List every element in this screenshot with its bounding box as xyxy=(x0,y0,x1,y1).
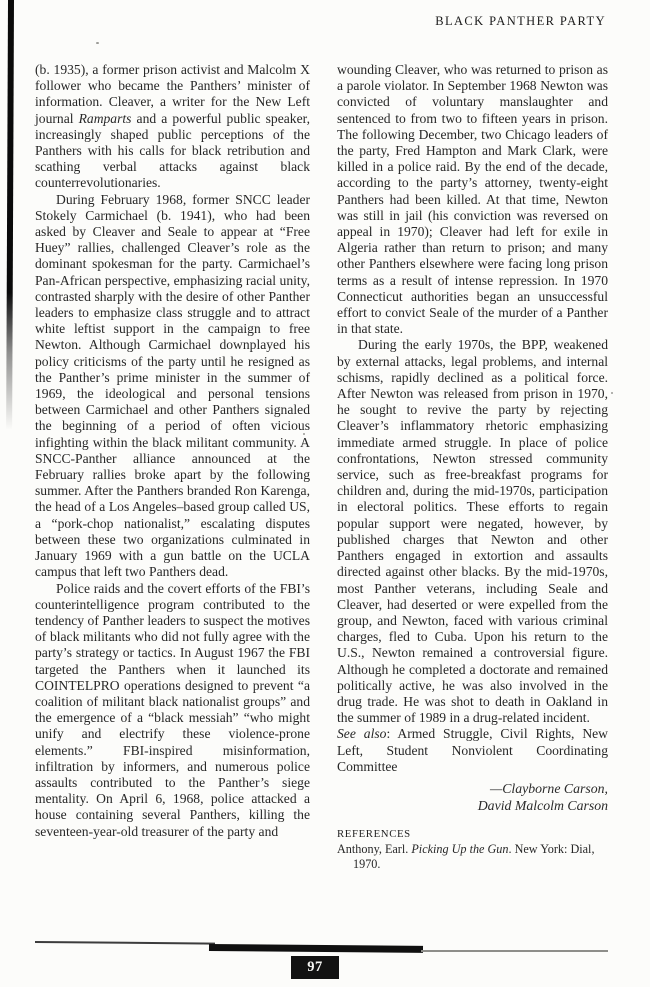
footer-rule-middle xyxy=(209,944,423,953)
right-column xyxy=(337,62,608,872)
byline xyxy=(337,780,608,815)
see-also-label: See also xyxy=(337,726,387,742)
footer-rule-left xyxy=(35,941,215,945)
see-also-text: : Armed Struggle, Civil Rights, New Left, Student Nonviolent Coordinating Committee xyxy=(337,726,608,774)
reference-text: Anthony, Earl. xyxy=(337,842,412,857)
running-header: BLACK PANTHER PARTY xyxy=(435,14,606,28)
left-column xyxy=(35,62,310,840)
page-number: 97 xyxy=(307,959,323,975)
footer-rule-right xyxy=(421,950,608,952)
paragraph-bpp-decline: During the early 1970s, the BPP, weakened by external attacks, legal problems, and internal schisms, rapidly declined as a political force. After Newton was released from prison in 1970, he sought to revive the party by rejecting Cleaver’s inflammatory rhetoric emphasizing immediate armed struggle. In place of police confrontations, Newton stressed community service, such as free-breakfast programs for children and, during the mid-1970s, participation in electoral politics. These efforts to regain popular support were negated, however, by published charges that Newton and other Panthers engaged in extortion and assaults directed against other blacks. By the mid-1970s, most Panther veterans, including Seale and Cleaver, had deserted or were expelled from the group, and Newton, faced with various criminal charges, fled to Cuba. Upon his return to the U.S., Newton remained a controversial figure. Although he completed a doctorate and remained politically active, he was also involved in the drug trade. He was shot to death in Oakland in the summer of 1989 in a drug-related incident. xyxy=(337,337,608,726)
paragraph-newton-conviction: wounding Cleaver, who was returned to prison as a parole violator. In September 1968 Newton was convicted of voluntary manslaughter and sentenced to from two to fifteen years in prison. The following December, two Chicago leaders of the party, Fred Hampton and Mark Clark, were killed in a police raid. By the end of the decade, according to the party’s attorney, twenty-eight Panthers had been killed. At that time, Newton was still in jail (his conviction was reversed on appeal in 1970); Cleaver had left for exile in Algeria rather than return to prison; and many other Panthers elsewhere were facing long prison terms as a result of intense repression. In 1970 Connecticut authorities began an unsuccessful effort to convict Seale of the murder of a Panther in that state. xyxy=(337,62,608,337)
reference-book-title: Picking Up the Gun xyxy=(411,842,509,857)
paragraph-cleaver-intro xyxy=(35,62,310,192)
byline-author-2: David Malcolm Carson xyxy=(477,798,608,814)
page-number-box xyxy=(291,956,339,979)
reference-text: . New York: Dial, 1970. xyxy=(353,842,595,871)
reference-entry xyxy=(337,842,608,872)
paragraph-carmichael: During February 1968, former SNCC leader Stokely Carmichael (b. 1941), who had been asked by Cleaver and Seale to appear at “Free Huey” rallies, challenged Cleaver’s role as the dominant spokesman for the party. Carmichael’s Pan-African perspective, emphasizing racial unity, contrasted sharply with the desire of other Panther leaders to emphasize class struggle and to attract white leftist support in the campaign to free Newton. Although Carmichael downplayed his policy criticisms of the party until he resigned as the Panther’s prime minister in the summer of 1969, the ideological and personal tensions between Carmichael and other Panthers signaled the beginning of a period of often vicious infighting within the black militant community. A SNCC-Panther alliance announced at the February rallies broke apart by the following summer. After the Panthers branded Ron Karenga, the head of a Los Angeles–based group called US, a “pork-chop nationalist,” escalating disputes between these two organizations culminated in January 1969 with a gun battle on the UCLA campus that left two Panthers dead. xyxy=(35,191,310,580)
scan-gutter-bar xyxy=(6,0,14,430)
references-heading: REFERENCES xyxy=(337,827,411,840)
byline-author-1: —Clayborne Carson, xyxy=(489,780,608,796)
paragraph-text: (b. 1935), a former prison activist and Malcolm X follower who became the Panthers’ minister of information. Cleaver, a writer for the New Left journal xyxy=(35,62,310,126)
paragraph-fbi-cointelpro: Police raids and the covert efforts of the FBI’s counterintelligence program contributed to the tendency of Panther leaders to suspect the motives of black militants who did not fully agree with the party’s strategy or tactics. In August 1967 the FBI targeted the Panthers when it launched its COINTELPRO operations designed to prevent “a coalition of militant black nationalist groups” and the emergence of a “black messiah” “who might unify and electrify these violence-prone elements.” FBI-inspired misinformation, infiltration by informers, and numerous police assaults contributed to the Panther’s siege mentality. On April 6, 1968, police attacked a house containing several Panthers, killing the seventeen-year-old treasurer of the party and xyxy=(35,580,310,839)
see-also-note xyxy=(337,726,608,775)
paragraph-text: and a powerful public speaker, increasingly shaped public perceptions of the Panthers with his calls for black retribution and scathing verbal attacks against black counterrevolutionaries. xyxy=(35,110,310,191)
scan-speck xyxy=(96,42,99,44)
scan-speck xyxy=(611,392,613,394)
italic-journal-title: Ramparts xyxy=(78,110,132,126)
